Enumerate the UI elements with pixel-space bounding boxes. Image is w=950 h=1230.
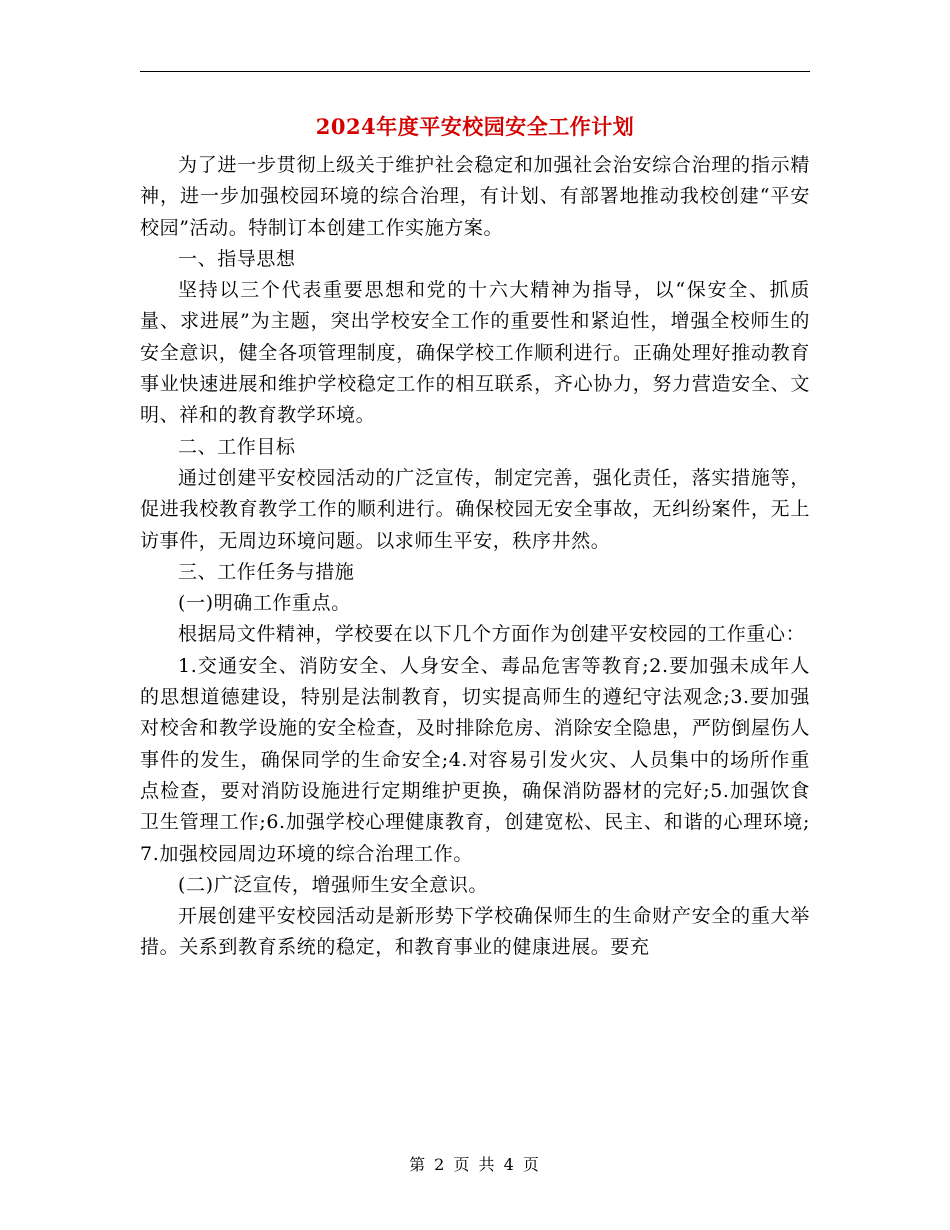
work-focus-intro-paragraph: 根据局文件精神，学校要在以下几个方面作为创建平安校园的工作重心：: [178, 623, 806, 646]
section-heading-work-goals: 二、工作目标: [178, 435, 296, 458]
document-body: [140, 150, 810, 964]
work-goals-paragraph: 通过创建平安校园活动的广泛宣传，制定完善，强化责任，落实措施等，促进我校教育教学工作的顺利进行。确保校园无安全事故，无纠纷案件，无上访事件，无周边环境问题。以求师生平安，秩序井然。: [140, 466, 810, 552]
subheading-publicity: (二)广泛宣传，增强师生安全意识。: [178, 873, 489, 896]
section-heading-tasks-measures: 三、工作任务与措施: [178, 560, 355, 583]
guiding-thought-paragraph: 坚持以三个代表重要思想和党的十六大精神为指导，以“保安全、抓质量、求进展”为主题，突出学校安全工作的重要性和紧迫性，增强全校师生的安全意识，健全各项管理制度，确保学校工作顺利进行。正确处理好推动教育事业快速进展和维护学校稳定工作的相互联系，齐心协力，努力营造安全、文明、祥和的教育教学环境。: [140, 279, 810, 427]
subheading-work-focus: (一)明确工作重点。: [178, 592, 351, 615]
section-heading-guiding-thought: 一、指导思想: [178, 247, 296, 270]
document-title: 2024年度平安校园安全工作计划: [315, 114, 635, 139]
intro-paragraph: 为了进一步贯彻上级关于维护社会稳定和加强社会治安综合治理的指示精神，进一步加强校园环境的综合治理，有计划、有部署地推动我校创建“平安校园”活动。特制订本创建工作实施方案。: [140, 154, 810, 239]
page-number-footer: 第 2 页 共 4 页: [409, 1155, 541, 1174]
work-focus-list-paragraph: 1.交通安全、消防安全、人身安全、毒品危害等教育;2.要加强未成年人的思想道德建设，特别是法制教育，切实提高师生的遵纪守法观念;3.要加强对校舍和教学设施的安全检查，及时排除危房、消除安全隐患，严防倒屋伤人事件的发生，确保同学的生命安全;4.对容易引发火灾、人员集中的场所作重点检查，要对消防设施进行定期维护更换，确保消防器材的完好;5.加强饮食卫生管理工作;6.加强学校心理健康教育，创建宽松、民主、和谐的心理环境;7.加强校园周边环境的综合治理工作。: [140, 654, 810, 865]
header-rule: [140, 71, 810, 72]
publicity-paragraph: 开展创建平安校园活动是新形势下学校确保师生的生命财产安全的重大举措。关系到教育系统的稳定，和教育事业的健康进展。要充: [140, 905, 810, 959]
